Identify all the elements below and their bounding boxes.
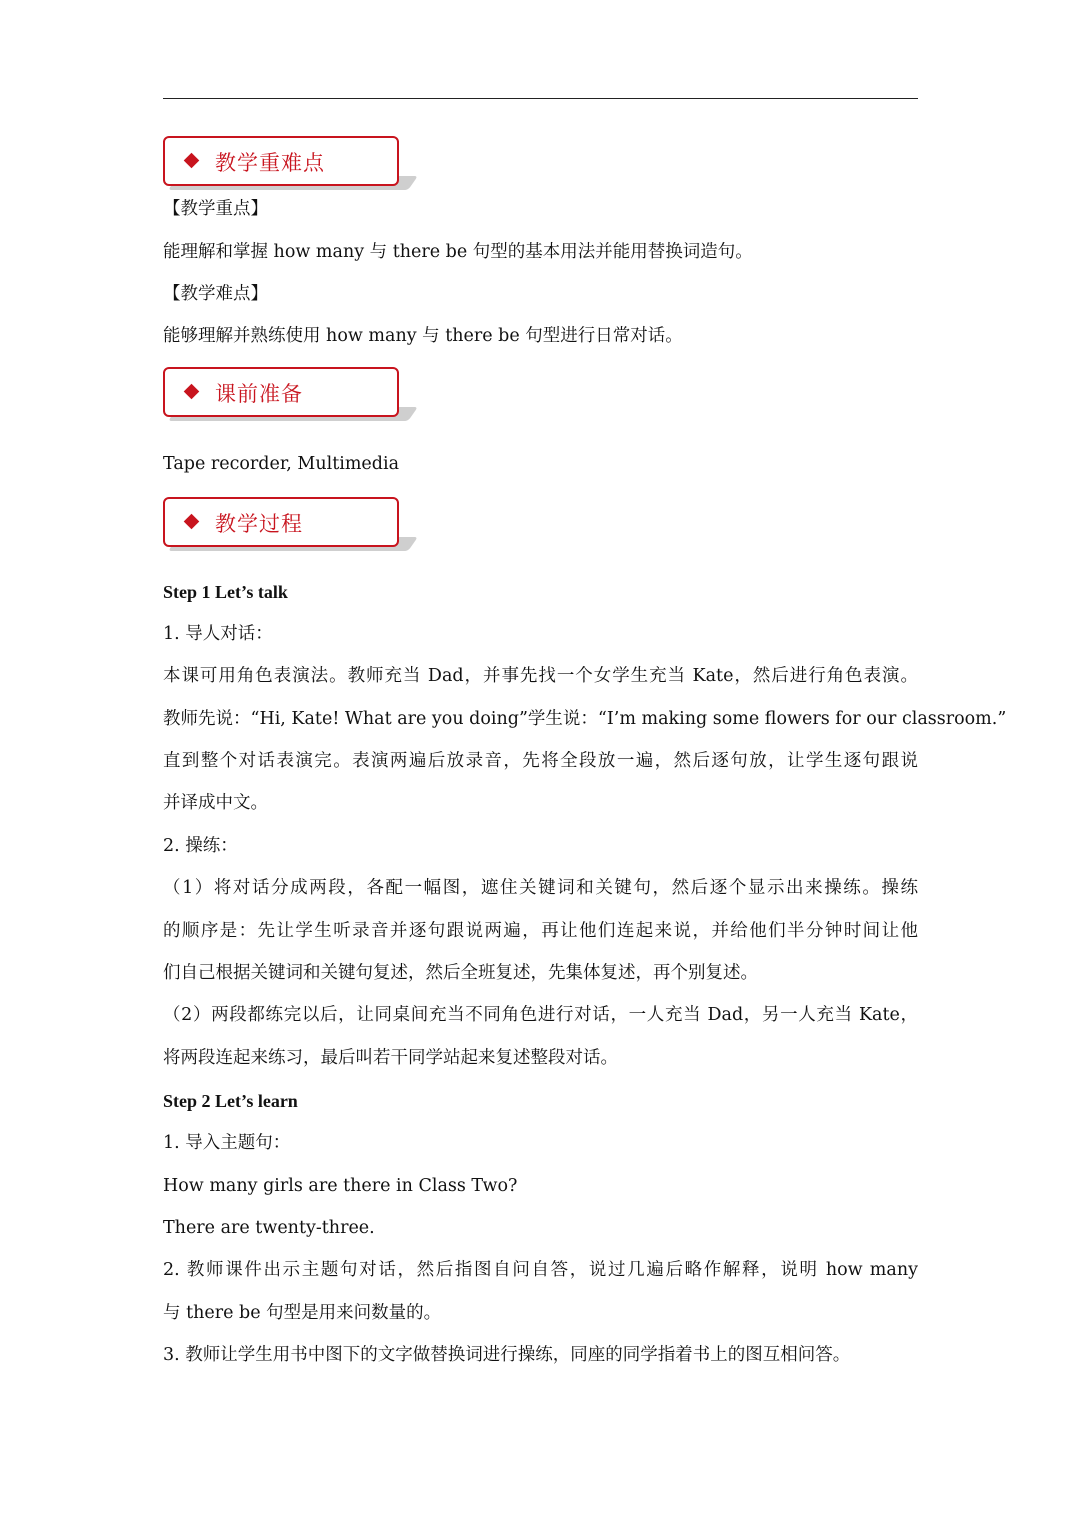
step1-heading: Step 1 Let’s talk [163, 582, 288, 602]
section-title: 教学重难点 [215, 151, 325, 175]
step2-item3: 3. 教师让学生用书中图下的文字做替换词进行操练，同座的同学指着书上的图互相问答。 [163, 1345, 851, 1365]
diamond-bullet-icon [184, 384, 200, 400]
diamond-bullet-icon [184, 514, 200, 530]
focus-text: 能理解和掌握 how many 与 there be 句型的基本用法并能用替换词造句。 [163, 242, 753, 262]
step1-para2-line: （1）将对话分成两段，各配一幅图，遮住关键词和关键句，然后逐个显示出来操练。操练 [163, 878, 918, 898]
section-header-key-points [163, 136, 399, 186]
section-header-shadow [168, 407, 418, 421]
step2-question: How many girls are there in Class Two? [163, 1176, 518, 1196]
section-header-shadow [168, 176, 418, 190]
step2-para1-line: 与 there be 句型是用来问数量的。 [163, 1303, 442, 1323]
step2-para1-line: 2. 教师课件出示主题句对话，然后指图自问自答，说过几遍后略作解释，说明 how many [163, 1260, 918, 1280]
section-title: 课前准备 [215, 382, 303, 406]
section-header-process [163, 497, 399, 547]
step1-para1-line: 本课可用角色表演法。教师充当 Dad，并事先找一个女学生充当 Kate，然后进行角色表演。 [163, 666, 918, 686]
step1-para1-line: 教师先说：“Hi, Kate! What are you doing”学生说：“I’m making some flowers for our classroom.” [163, 709, 1007, 729]
diamond-bullet-icon [184, 153, 200, 169]
header-rule [163, 98, 918, 99]
section-header-shadow [168, 537, 418, 551]
step1-para2-line: 们自己根据关键词和关键句复述，然后全班复述，先集体复述，再个别复述。 [163, 963, 758, 983]
section-title: 教学过程 [215, 512, 303, 536]
step1-para1-line: 直到整个对话表演完。表演两遍后放录音，先将全段放一遍，然后逐句放，让学生逐句跟说 [163, 751, 918, 771]
step1-para1-line: 并译成中文。 [163, 793, 268, 813]
step2-item1-label: 1. 导入主题句： [163, 1133, 291, 1153]
difficulty-text: 能够理解并熟练使用 how many 与 there be 句型进行日常对话。 [163, 326, 683, 346]
step2-answer: There are twenty-three. [163, 1218, 375, 1238]
step1-para2-line: 的顺序是：先让学生听录音并逐句跟说两遍，再让他们连起来说，并给他们半分钟时间让他 [163, 921, 918, 941]
preparation-text: Tape recorder, Multimedia [163, 454, 400, 474]
step1-para3-line: （2）两段都练完以后，让同桌间充当不同角色进行对话，一人充当 Dad，另一人充当 Kate， [163, 1005, 918, 1025]
step1-item1-label: 1. 导人对话： [163, 624, 273, 644]
focus-label: 【教学重点】 [163, 199, 268, 219]
section-header-preparation [163, 367, 399, 417]
step1-para3-line: 将两段连起来练习，最后叫若干同学站起来复述整段对话。 [163, 1048, 618, 1068]
step2-heading: Step 2 Let’s learn [163, 1091, 298, 1111]
step1-item2-label: 2. 操练： [163, 836, 238, 856]
difficulty-label: 【教学难点】 [163, 284, 268, 304]
